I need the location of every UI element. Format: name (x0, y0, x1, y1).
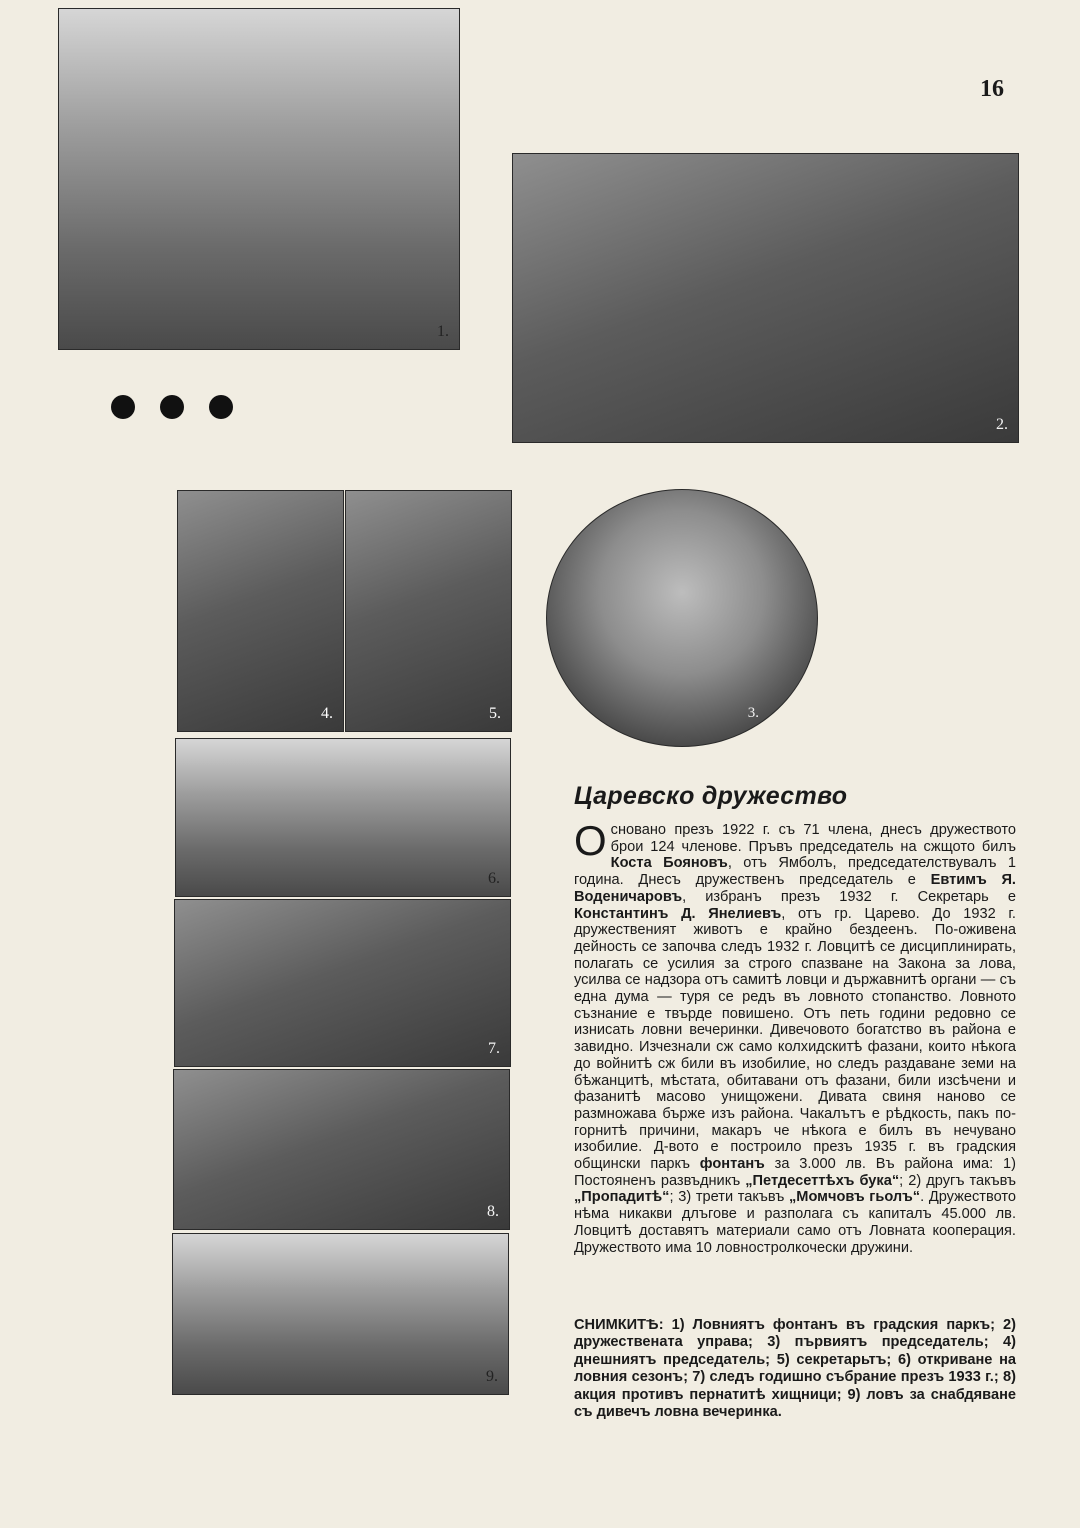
body-text: , избранъ презъ 1932 г. Секретарь е (682, 888, 1016, 905)
photo-first-chairman (546, 489, 818, 747)
body-text: сновано презъ 1922 г. съ 71 члена, днесъ дружеството брои 124 членове. Пръвъ председатель на сжщото билъ (610, 822, 1016, 855)
photo-season-opening (175, 738, 511, 897)
breeding-ground-3: „Момчовъ гьолъ“ (789, 1189, 921, 1206)
body-text: , отъ гр. Царево. До 1932 г. дружественият животъ е крайно бездеенъ. По-оживена дейность се започва следъ 1932 г. Ловцитѣ се дисциплинирать, полагать се усилия за строго спазване на Закона за лова, усилва се надзора отъ самитѣ ловци и държавнитѣ органи — съ една дума — туря се редъ въ ловното стопанство. Ловното съзнание е твърде повишено. Отъ петь години редовно се изнисать ловни вечеринки. Дивечовото богатство въ района е завидно. Изчезнали сж само колхидскитѣ фазани, които нѣкога до войнитѣ сж били въ изобилие, но следъ раздаване земи на бѣжанцитѣ, мѣстата, обитавани отъ фазани, били изсѣчени и фазанитѣ масово унищожени. Дивата свиня наново се размножава бърже изъ района. Чакалътъ е рѣдкость, пакъ по-горнитѣ причини, макаръ че нѣкога е билъ въ нечувано изобилие. Д-вото е построило презъ 1935 г. въ градския общински паркъ (574, 905, 1016, 1173)
ornament-dot (111, 395, 135, 419)
body-text: за 3.000 лв. Въ района има: 1) Постояненъ развъдникъ (574, 1156, 1016, 1189)
photo-captions: СНИМКИТѢ: 1) Ловниятъ фонтанъ въ градския паркъ; 2) дружествената управа; 3) първиятъ председатель; 4) днешниятъ председатель; 5) секретарьтъ; 6) откриване на ловния сезонъ; 7) следъ годишно събрание презъ 1933 г.; 8) акция противъ пернатитѣ хищници; 9) ловъ за снабдяване съ дивечъ ловна вечеринка. (574, 1317, 1016, 1421)
photo-number: 2. (996, 416, 1008, 433)
photo-number: 6. (488, 870, 500, 887)
photo-annual-meeting (174, 899, 511, 1067)
photo-number: 8. (487, 1203, 499, 1220)
drop-cap: О (574, 817, 607, 864)
name-first-chairman: Коста Бояновъ (610, 855, 728, 872)
photo-number: 9. (486, 1368, 498, 1385)
photo-number: 3. (747, 705, 759, 721)
page-number: 16 (980, 76, 1004, 102)
photo-number: 7. (488, 1040, 500, 1057)
name-current-chairman: Евтимъ Я. Воденичаровъ (574, 872, 1016, 905)
photo-predator-action (173, 1069, 510, 1230)
body-text: ; 2) другъ такъвъ (899, 1172, 1017, 1189)
photo-number: 4. (321, 705, 333, 722)
body-text: ; 3) трети такъвъ (669, 1189, 789, 1206)
body-text: . Дружеството нѣма никакви длъгове и разполага съ капиталъ 45.000 лв. Ловцитѣ доставятъ материали само отъ Ловната кооперация. Дружеството има 10 ловностролкочески дружини. (574, 1189, 1016, 1256)
photo-number: 5. (489, 705, 501, 722)
photo-fountain-park (58, 8, 460, 350)
breeding-ground-2: „Пропадитѣ“ (574, 1189, 670, 1206)
photo-society-board (512, 153, 1019, 443)
ornament-dot (209, 395, 233, 419)
photo-current-chairman (177, 490, 344, 732)
photo-number: 1. (437, 323, 449, 340)
photo-secretary (345, 490, 512, 732)
photo-game-hunt (172, 1233, 509, 1395)
body-text: , отъ Ямболъ, председателствувалъ 1 година. Днесъ дружественъ председатель е (574, 855, 1016, 889)
name-secretary: Константинъ Д. Янелиевъ (574, 905, 782, 922)
term-fountain: фонтанъ (699, 1156, 765, 1173)
article-body (574, 817, 1017, 1256)
ornament-dot (160, 395, 184, 419)
breeding-ground-1: „Петдесеттѣхъ бука“ (745, 1172, 900, 1189)
article-title: Царевско дружество (574, 782, 848, 810)
